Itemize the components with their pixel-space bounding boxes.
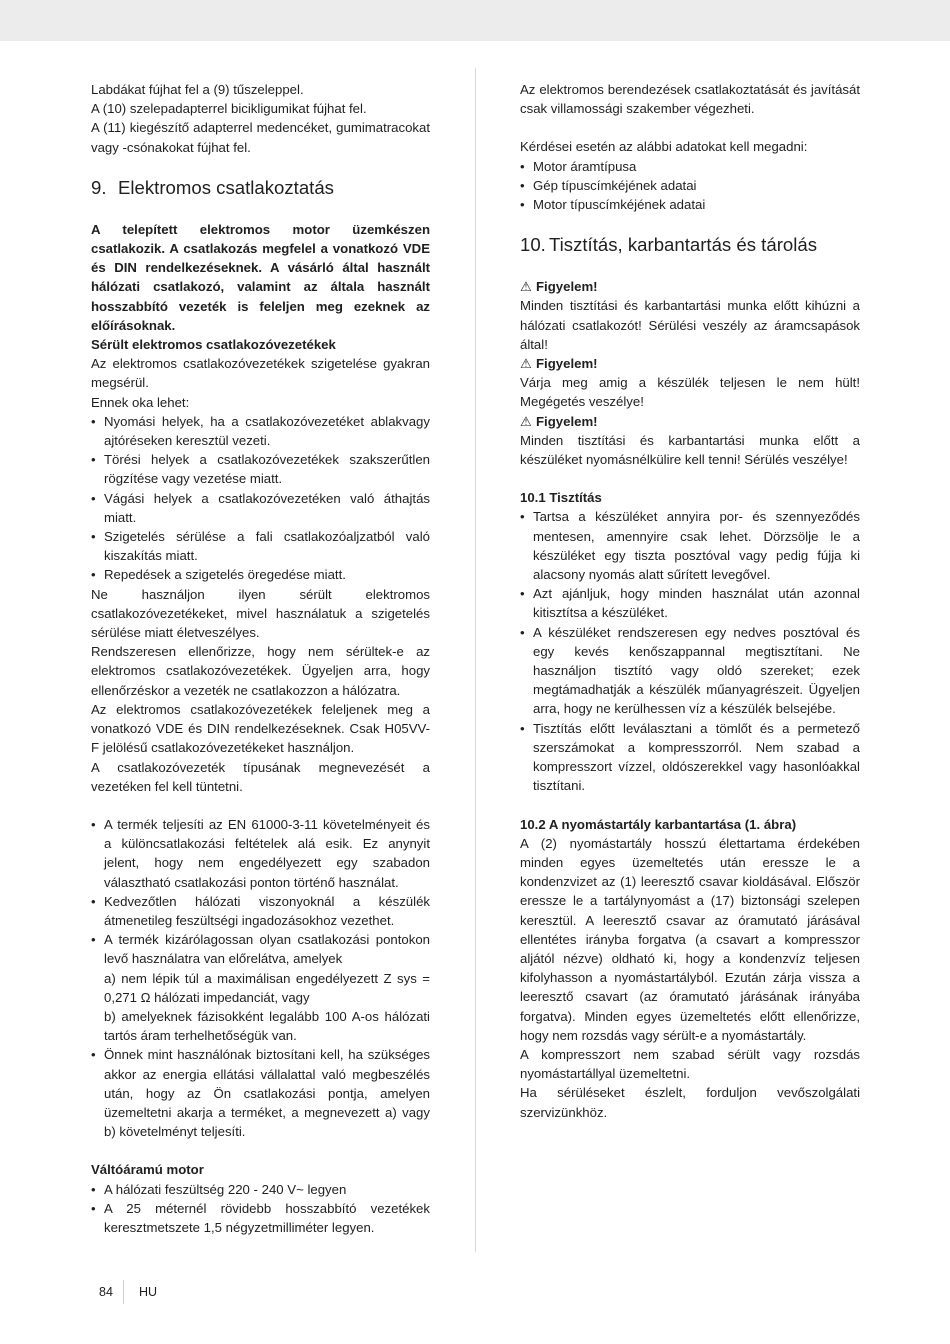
- bold-intro: A telepített elektromos motor üzemkészen csatlakozik. A csatlakozás megfelel a vonatkozó VDE és DIN rendelkezéseknek. A vásárló által használt hálózati csatlakozó, valamint az általa használt hosszabbító vezeték is feleljen meg ezeknek az előírásoknak.: [91, 221, 430, 333]
- warning-label: ⚠ Figyelem!: [520, 277, 860, 296]
- left-column: [91, 80, 430, 1237]
- list-item: [91, 930, 430, 1045]
- list-item: • Nyomási helyek, ha a csatlakozóvezetéket ablakvagy ajtóréseken keresztül vezeti.: [91, 412, 430, 450]
- paragraph: Kérdései esetén az alábbi adatokat kell megadni:: [520, 139, 808, 155]
- section-title: Tisztítás, karbantartás és tárolás: [549, 234, 817, 256]
- list-item: • Repedések a szigetelés öregedése miatt.: [91, 565, 430, 584]
- list-item: • Tartsa a készüléket annyira por- és szennyeződés mentesen, amennyire csak lehet. Dörzsölje le a készüléket egy tiszta posztóval vagy pedig fújja ki alacsony nyomás alatt sűrített levegővel.: [520, 507, 860, 584]
- list-item-text: A termék kizárólagossan olyan csatlakozási pontokon levő használatra van előrelátva, amelyek: [104, 932, 430, 967]
- warning-label: ⚠ Figyelem!: [520, 354, 860, 373]
- ac-motor-list: [91, 1180, 430, 1238]
- list-item: • A készüléket rendszeresen egy nedves posztóval és egy kevés kenőszappannal megtisztítani. Ne használjon tisztító vagy oldó szereket; ezek megtámadhatják a készülék műanyagrészeit. Ügyeljen arra, hogy ne kerülhessen víz a készülék belsejébe.: [520, 623, 860, 719]
- list-item: • Motor típuscímkéjének adatai: [520, 195, 860, 214]
- subheading-cleaning: 10.1 Tisztítás: [520, 490, 602, 506]
- paragraph: Ennek oka lehet:: [91, 394, 190, 410]
- warning-triangle-icon: ⚠: [520, 356, 532, 372]
- intro-line: A (11) kiegészítő adapterrel medencéket, gumimatracokat vagy -csónakokat fújhat fel.: [91, 120, 430, 155]
- list-item: • Kedvezőtlen hálózati viszonyoknál a készülék átmenetileg feszültségi ingadozásokhoz vezethet.: [91, 892, 430, 930]
- paragraph: Az elektromos csatlakozóvezetékek feleljenek meg a vonatkozó VDE és DIN rendelkezéseknek. Csak H05VV-F jelölésű csatlakozóvezetékeket használjon.: [91, 701, 430, 756]
- list-item: • A 25 méternél rövidebb hosszabbító vezetékek keresztmetszete 1,5 négyzetmilliméter legyen.: [91, 1199, 430, 1237]
- paragraph: Ne használjon ilyen sérült elektromos csatlakozóvezetékeket, mivel használatuk a szigetelés sérülése miatt életveszélyes.: [91, 586, 430, 641]
- list-item: • Önnek mint használónak biztosítani kell, ha szükséges akkor az energia ellátási vállalattal való megbeszélés után, hogy az Ön csatlakozási pontja, amelyen üzemeltetni akarja a terméket, a megnevezett a) vagy b) követelményt teljesíti.: [91, 1045, 430, 1141]
- warning-label: ⚠ Figyelem!: [520, 412, 860, 431]
- section-title: Elektromos csatlakoztatás: [118, 176, 334, 198]
- section-heading-9: [91, 176, 430, 200]
- cleaning-list: [520, 507, 860, 795]
- subheading-damaged-cables: Sérült elektromos csatlakozóvezetékek: [91, 337, 336, 353]
- warning-block: [520, 277, 860, 354]
- paragraph: Ha sérüléseket észlelt, forduljon vevőszolgálati szervizünkhöz.: [520, 1085, 860, 1120]
- list-item: • Azt ajánljuk, hogy minden használat után azonnal kitisztítsa a készüléket.: [520, 584, 860, 622]
- list-item: • Tisztítás előtt leválasztani a tömlőt és a permetező szerszámokat a kompresszorról. Nem szabad a kompresszort vízzel, oldószerekkel vagy hasonlóakkal tisztítani.: [520, 719, 860, 796]
- language-code: HU: [139, 1285, 158, 1299]
- paragraph: Az elektromos csatlakozóvezetékek szigetelése gyakran megsérül.: [91, 356, 430, 391]
- column-divider: [475, 68, 476, 1252]
- list-item: • Motor áramtípusa: [520, 157, 860, 176]
- warning-triangle-icon: ⚠: [520, 279, 532, 295]
- list-item: • Szigetelés sérülése a fali csatlakozóaljzatból való kiszakítás miatt.: [91, 527, 430, 565]
- warning-triangle-icon: ⚠: [520, 413, 532, 429]
- intro-line: A (10) szelepadapterrel bicikligumikat fújhat fel.: [91, 101, 367, 117]
- paragraph: A (2) nyomástartály hosszú élettartama érdekében minden egyes üzemeltetés után eressze le a kondenzvizet az (1) leeresztő csavar kioldásával. Először eressze le a tartálynyomást a (17) biztonsági szelepen keresztül. A leeresztő csavar az óramutató járásával ellentétes irányba forgatva (a csavart a kompresszor aljától nézve) oldható ki, hogy a kondenzvíz teljesen kifolyhasson a nyomástartályból. Ezután zárja vissza a leeresztő csavart (az óramutató járásának irányába forgatva). Minden egyes üzemeltetés előtt ellenőrizze, hogy nem rozsdás vagy sérült-e a nyomástartály.: [520, 835, 860, 1043]
- subheading-ac-motor: Váltóáramú motor: [91, 1162, 204, 1178]
- grid-requirements-list: [91, 815, 430, 1141]
- section-heading-10: [520, 233, 860, 257]
- causes-list: [91, 412, 430, 585]
- paragraph: Az elektromos berendezések csatlakoztatását és javítását csak villamossági szakember végezheti.: [520, 82, 860, 117]
- paragraph: A kompresszort nem szabad sérült vagy rozsdás nyomástartállyal üzemeltetni.: [520, 1046, 860, 1082]
- list-item-option-b: b) amelyeknek fázisokként legalább 100 A-os hálózati tartós áram terhelhetőségük van.: [104, 1008, 430, 1044]
- list-item: • Törési helyek a csatlakozóvezetékek szakszerűtlen rögzítése vagy vezetése miatt.: [91, 450, 430, 488]
- page-number: 84: [99, 1285, 113, 1299]
- list-item: • Gép típuscímkéjének adatai: [520, 176, 860, 195]
- warning-block: [520, 412, 860, 470]
- intro-line: Labdákat fújhat fel a (9) tűszeleppel.: [91, 82, 304, 97]
- footer-divider: [123, 1280, 124, 1304]
- subheading-pressure-tank: 10.2 A nyomástartály karbantartása (1. ábra): [520, 816, 797, 832]
- warning-text: Minden tisztítási és karbantartási munka előtt kihúzni a hálózati csatlakozót! Sérülési veszély az áramcsapások által!: [520, 298, 860, 352]
- list-item: • Vágási helyek a csatlakozóvezetéken való áthajtás miatt.: [91, 489, 430, 527]
- right-column: [520, 80, 860, 1122]
- list-item-option-a: a) nem lépik túl a maximálisan engedélyezett Z sys = 0,271 Ω hálózati impedanciát, vagy: [104, 970, 430, 1005]
- top-bar: [0, 0, 950, 41]
- list-item: • A termék teljesíti az EN 61000-3-11 követelményeit és a különcsatlakozási feltételek alá esik. Ez anynyit jelent, hogy nem engedélyezett egy szabadon választható csatlakozási ponton történő használat.: [91, 815, 430, 892]
- warning-block: [520, 354, 860, 412]
- paragraph: A csatlakozóvezeték típusának megnevezését a vezetéken fel kell tüntetni.: [91, 759, 430, 794]
- list-item: • A hálózati feszültség 220 - 240 V~ legyen: [91, 1180, 430, 1199]
- warning-text: Várja meg amig a készülék teljesen le nem hült! Megégetés veszélye!: [520, 375, 860, 410]
- warning-text: Minden tisztítási és karbantartási munka előtt a készüléket nyomásnélkülire kell tenni! Sérülés veszélye!: [520, 432, 860, 468]
- paragraph: Rendszeresen ellenőrizze, hogy nem sérültek-e az elektromos csatlakozóvezetékek. Ügyeljen arra, hogy ellenőrzéskor a vezeték ne csatlakozzon a hálózatra.: [91, 644, 430, 698]
- section-number: 9.: [91, 176, 107, 198]
- section-number: 10.: [520, 234, 546, 256]
- data-list: [520, 157, 860, 215]
